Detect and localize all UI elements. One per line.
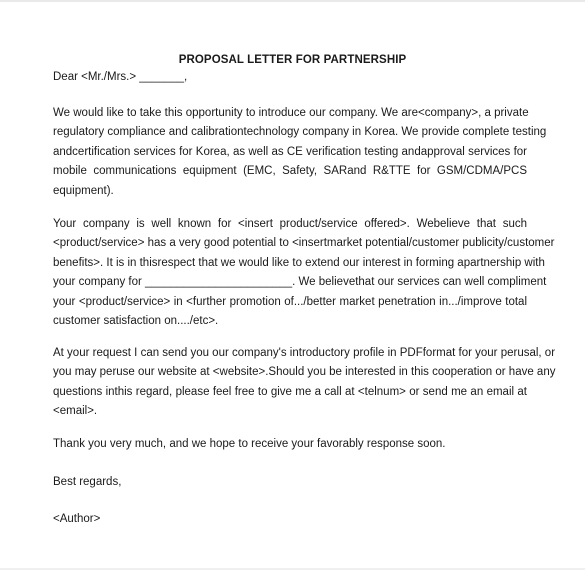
paragraph-line: equipment). [53,184,114,197]
paragraph-line: We would like to take this opportunity to introduce our company. We are<company>, a private [53,107,529,119]
paragraph-line: your <product/service> in <further promotion of.../better market penetration in.../improve total [53,295,527,308]
salutation: Dear <Mr./Mrs.> _______, [53,71,188,83]
paragraph-line: benefits>. It is in thisrespect that we would like to extend our interest in forming apartnership with [53,256,545,269]
paragraph-line: your company for _______________________. We believethat our services can well compliment [53,276,547,289]
paragraph-line: regulatory compliance and calibrationtechnology company in Korea. We provide complete testing [53,126,547,139]
paragraph-line: andcertification services for Korea, as well as CE verification testing andapproval services for [53,145,527,158]
paragraph-introduction [53,104,547,201]
top-border [0,0,585,2]
paragraph-line: Your company is well known for <insert product/service offered>. Webelieve that such [53,218,527,230]
thanks-line: Thank you very much, and we hope to receive your favorably response soon. [53,438,446,450]
letter-title: PROPOSAL LETTER FOR PARTNERSHIP [178,54,407,66]
paragraph-line: mobile communications equipment (EMC, Safety, SARand R&TTE for GSM/CDMA/PCS [53,165,527,178]
paragraph-line: At your request I can send you our company's introductory profile in PDFformat for your perusal, or [53,347,556,359]
closing-line: Best regards, [53,476,122,488]
paragraph-line: you may peruse our website at <website>.Should you be interested in this cooperation or have any [53,366,556,379]
paragraph-line: questions inthis regard, please feel free to give me a call at <telnum> or send me an email at [53,385,527,398]
paragraph-contact [53,344,556,422]
paragraph-proposal [53,215,555,331]
author-placeholder: <Author> [53,513,101,525]
paragraph-line: customer satisfaction on..../etc>. [53,314,219,327]
paragraph-line: <email>. [53,405,98,418]
paragraph-line: <product/service> has a very good potential to <insertmarket potential/customer publicity/customer [53,237,555,250]
